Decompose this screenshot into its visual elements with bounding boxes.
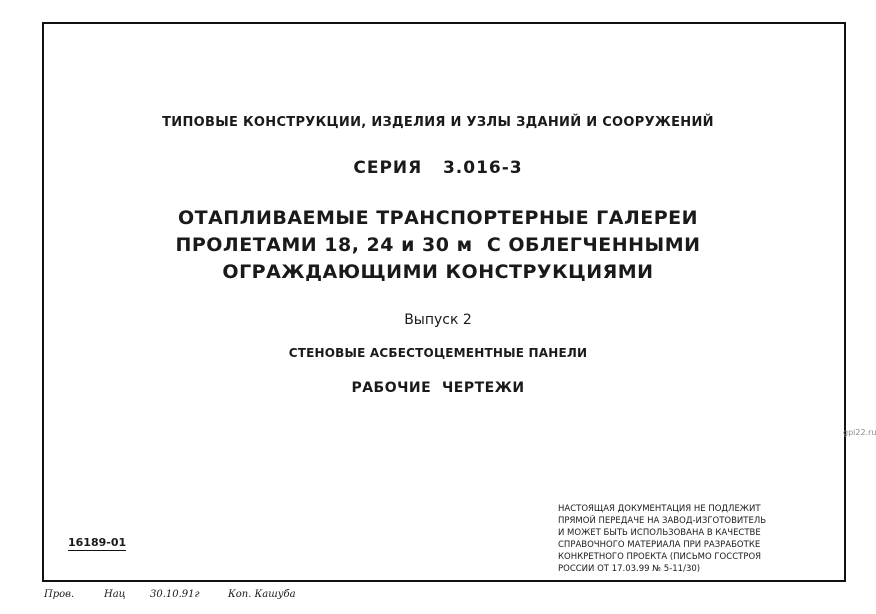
issue-label: Выпуск 2: [404, 312, 472, 328]
notice-line: РОССИИ ОТ 17.03.99 № 5-11/30): [558, 564, 701, 574]
main-title-line-3: ОГРАЖДАЮЩИМИ КОНСТРУКЦИЯМИ: [222, 261, 654, 283]
document-number: 16189-01: [68, 536, 127, 549]
series-code: СЕРИЯ 3.016-3: [353, 158, 523, 178]
series-heading: ТИПОВЫЕ КОНСТРУКЦИИ, ИЗДЕЛИЯ И УЗЛЫ ЗДАНИЙ И СООРУЖЕНИЙ: [162, 115, 714, 130]
stamp-signature: Нац: [104, 589, 126, 600]
subtitle: СТЕНОВЫЕ АСБЕСТОЦЕМЕНТНЫЕ ПАНЕЛИ: [288, 346, 588, 360]
notice-block: [558, 503, 798, 575]
main-title-line-2: ПРОЛЕТАМИ 18, 24 и 30 м С ОБЛЕГЧЕННЫМИ: [175, 234, 701, 256]
stamp-copy: Коп. Кашуба: [228, 589, 296, 600]
notice-line: КОНКРЕТНОГО ПРОЕКТА (ПИСЬМО ГОССТРОЯ: [558, 552, 762, 562]
drawing-frame: [42, 22, 846, 582]
drawings-label: РАБОЧИЕ ЧЕРТЕЖИ: [351, 380, 525, 396]
stamp-date: 30.10.91г: [150, 589, 200, 600]
main-title-line-1: ОТАПЛИВАЕМЫЕ ТРАНСПОРТЕРНЫЕ ГАЛЕРЕИ: [177, 207, 699, 229]
notice-line: НАСТОЯЩАЯ ДОКУМЕНТАЦИЯ НЕ ПОДЛЕЖИТ: [558, 504, 761, 514]
notice-line: И МОЖЕТ БЫТЬ ИСПОЛЬЗОВАНА В КАЧЕСТВЕ: [558, 528, 761, 538]
stamp-checked: Пров.: [44, 589, 75, 600]
main-title: [0, 205, 876, 286]
notice-line: СПРАВОЧНОГО МАТЕРИАЛА ПРИ РАЗРАБОТКЕ: [558, 540, 761, 550]
watermark: gpi22.ru: [843, 428, 876, 437]
notice-line: ПРЯМОЙ ПЕРЕДАЧЕ НА ЗАВОД-ИЗГОТОВИТЕЛЬ: [558, 516, 767, 526]
